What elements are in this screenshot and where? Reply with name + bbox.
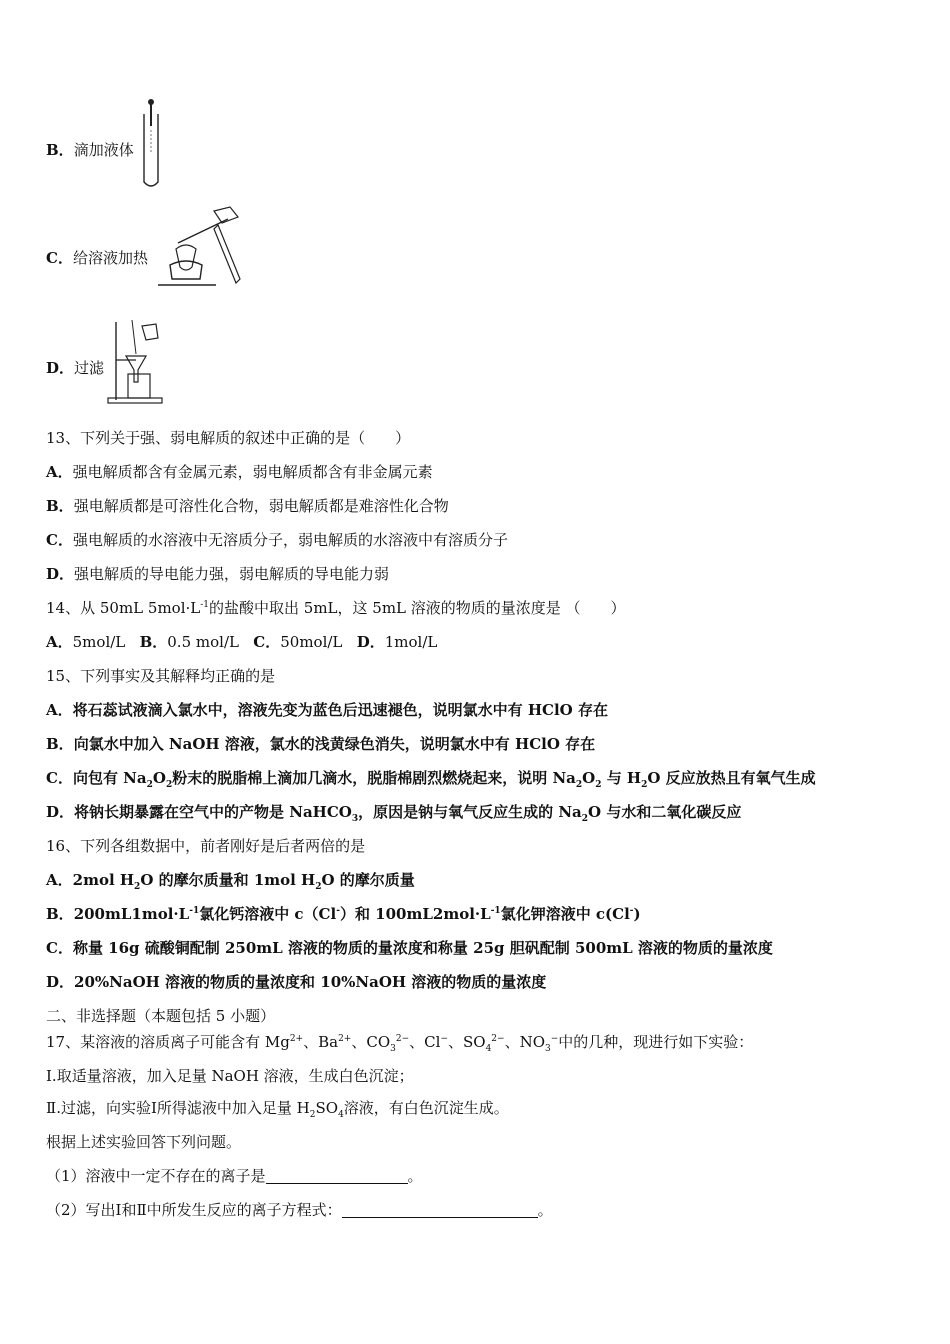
text-part: 将钠长期暴露在空气中的产物是 NaHCO [74,803,352,821]
option-label: D． [46,973,75,991]
q16-stem [46,836,365,856]
stem-part: 的盐酸中取出 5mL，这 5mL 溶液的物质的量浓度是 （ ） [209,599,626,617]
q16-option-d [46,972,546,992]
stem-part: 14、从 50mL 5mol·L [46,599,201,617]
text-part: ，原因是钠与氧气反应生成的 Na [358,803,582,821]
q12-option-d [46,358,104,378]
option-label: B． [46,735,74,753]
text-part: 、SO [447,1033,486,1051]
text-part: 、Cl [409,1033,441,1051]
subscript: 2 [315,882,322,892]
q13-option-a [46,462,433,482]
beaker [128,374,150,398]
text-part: Ⅱ.过滤，向实验Ⅰ所得滤液中加入足量 H [46,1099,310,1117]
text-part: 、CO [351,1033,391,1051]
subscript: 4 [485,1044,492,1054]
question-stem: 16、下列各组数据中，前者刚好是后者两倍的是 [46,837,366,855]
answer-blank[interactable] [342,1201,538,1218]
option-label: D． [46,359,75,377]
text-part: 200mL1mol·L [73,905,190,923]
q17-subquestion-1 [46,1166,423,1186]
subquestion-text: （2）写出Ⅰ和Ⅱ中所发生反应的离子方程式： [46,1201,342,1219]
superscript: -1 [189,906,200,916]
q13-option-b [46,496,449,516]
q17-intro [46,1132,241,1152]
q17-step-2 [46,1098,509,1118]
option-text: 过滤 [74,359,105,377]
test-tube [214,225,240,283]
option-label: A． [46,701,73,719]
q14-options [46,632,437,652]
heating-solution-figure [156,205,244,289]
option-text: 将石蕊试液滴入氯水中，溶液先变为蓝色后迅速褪色，说明氯水中有 HClO 存在 [72,701,608,719]
text-part: 中的几种，现进行如下实验： [558,1033,754,1051]
superscript: 2+ [289,1034,304,1044]
option-text: 给溶液加热 [72,249,148,267]
section-heading: 二、非选择题（本题包括 5 小题） [46,1007,276,1025]
option-text: 强电解质都含有金属元素，弱电解质都含有非金属元素 [72,463,433,481]
section-title [46,1006,275,1026]
option-label: B． [139,633,168,651]
text-part: ) [633,905,641,923]
superscript: − [550,1034,559,1044]
superscript: - [629,906,634,916]
subscript: 2 [581,814,589,824]
option-text: 5mol/L [72,633,126,651]
option-text: 1mol/L [384,633,438,651]
alcohol-lamp-flame [176,245,196,270]
glass-rod [132,320,136,354]
step-text: Ⅰ.取适量溶液，加入足量 NaOH 溶液，生成白色沉淀； [46,1067,414,1085]
text-part: O 反应放热且有氧气生成 [647,769,816,787]
option-label: D． [46,803,75,821]
q13-option-c [46,530,508,550]
dropper-test-tube-figure [138,98,164,190]
superscript: - [336,906,340,916]
subscript: 2 [309,1110,316,1120]
option-label: C． [253,633,281,651]
q15-option-d [46,802,741,822]
option-label: C． [46,249,73,267]
text-part: 17、某溶液的溶质离子可能含有 Mg [46,1033,290,1051]
option-label: A． [46,871,73,889]
question-stem: 15、下列事实及其解释均正确的是 [46,667,276,685]
q17-stem [46,1032,753,1052]
answer-blank[interactable] [266,1167,408,1184]
subscript: 2 [165,780,173,790]
q12-option-c [46,248,148,268]
q15-option-c [46,768,816,788]
text-part: O 的摩尔质量和 1mol H [140,871,316,889]
option-text: 20%NaOH 溶液的物质的量浓度和 10%NaOH 溶液的物质的量浓度 [74,973,547,991]
q15-option-a [46,700,608,720]
superscript: 2+ [338,1034,352,1044]
q16-option-a [46,870,415,890]
text-part: SO [315,1099,339,1117]
text-part: O 与水和二氧化碳反应 [588,803,742,821]
filtration-figure [106,316,164,406]
text-part: 、Ba [303,1033,339,1051]
superscript: 2− [395,1034,410,1044]
option-text: 强电解质都是可溶性化合物，弱电解质都是难溶性化合物 [73,497,449,515]
text-part: ）和 100mL2mol·L [339,905,491,923]
q15-option-b [46,734,595,754]
option-label: C． [46,769,73,787]
option-label: D． [356,633,385,651]
text-part: 溶液，有白色沉淀生成。 [343,1099,509,1117]
option-text: 强电解质的水溶液中无溶质分子，弱电解质的水溶液中有溶质分子 [72,531,508,549]
q13-stem [46,428,410,448]
dropper-tube [150,104,152,126]
option-label: A． [46,463,73,481]
superscript: − [440,1034,448,1044]
pouring-beaker [142,324,158,340]
subscript: 2 [134,882,141,892]
q12-option-b [46,140,134,160]
option-text: 0.5 mol/L [167,633,239,651]
text-part: 向包有 Na [72,769,147,787]
q16-option-b [46,904,641,924]
option-text: 50mol/L [280,633,343,651]
subquestion-text: （1）溶液中一定不存在的离子是 [46,1167,266,1185]
q17-step-1 [46,1066,414,1086]
text-part: 粉末的脱脂棉上滴加几滴水，脱脂棉剧烈燃烧起来，说明 Na [172,769,576,787]
subscript: 3 [351,814,359,824]
subscript: 2 [575,780,583,790]
superscript: 2− [491,1034,505,1044]
text-part: 、NO [504,1033,546,1051]
subscript: 3 [545,1044,551,1054]
superscript: -1 [200,600,210,610]
option-label: A． [46,633,73,651]
option-text: 滴加液体 [73,141,134,159]
text-part: 与 H [601,769,642,787]
subscript: 2 [595,780,602,790]
subscript: 2 [641,780,648,790]
q14-stem [46,598,626,618]
question-stem: 13、下列关于强、弱电解质的叙述中正确的是（ ） [46,429,411,447]
superscript: -1 [490,906,501,916]
option-label: B． [46,141,74,159]
option-text: 称量 16g 硫酸铜配制 250mL 溶液的物质的量浓度和称量 25g 胆矾配制 500mL 溶液的物质的量浓度 [72,939,773,957]
option-label: C． [46,531,73,549]
subquestion-end: 。 [537,1201,553,1219]
text-part: O 的摩尔质量 [321,871,415,889]
text-part: O [582,769,596,787]
intro-text: 根据上述实验回答下列问题。 [46,1133,242,1151]
subscript: 4 [338,1110,344,1120]
text-part: 氯化钾溶液中 c(Cl [500,905,630,923]
subquestion-end: 。 [407,1167,423,1185]
option-label: C． [46,939,73,957]
option-text: 向氯水中加入 NaOH 溶液，氯水的浅黄绿色消失，说明氯水中有 HClO 存在 [73,735,596,753]
option-label: B． [46,497,74,515]
q13-option-d [46,564,389,584]
subscript: 3 [390,1044,396,1054]
text-part: O [152,769,166,787]
text-part: 氯化钙溶液中 c（Cl [199,905,337,923]
option-label: D． [46,565,75,583]
q16-option-c [46,938,773,958]
option-text: 强电解质的导电能力强，弱电解质的导电能力弱 [74,565,390,583]
option-label: B． [46,905,74,923]
subscript: 2 [146,780,153,790]
q17-subquestion-2 [46,1200,553,1220]
q15-stem [46,666,275,686]
text-part: 2mol H [72,871,135,889]
